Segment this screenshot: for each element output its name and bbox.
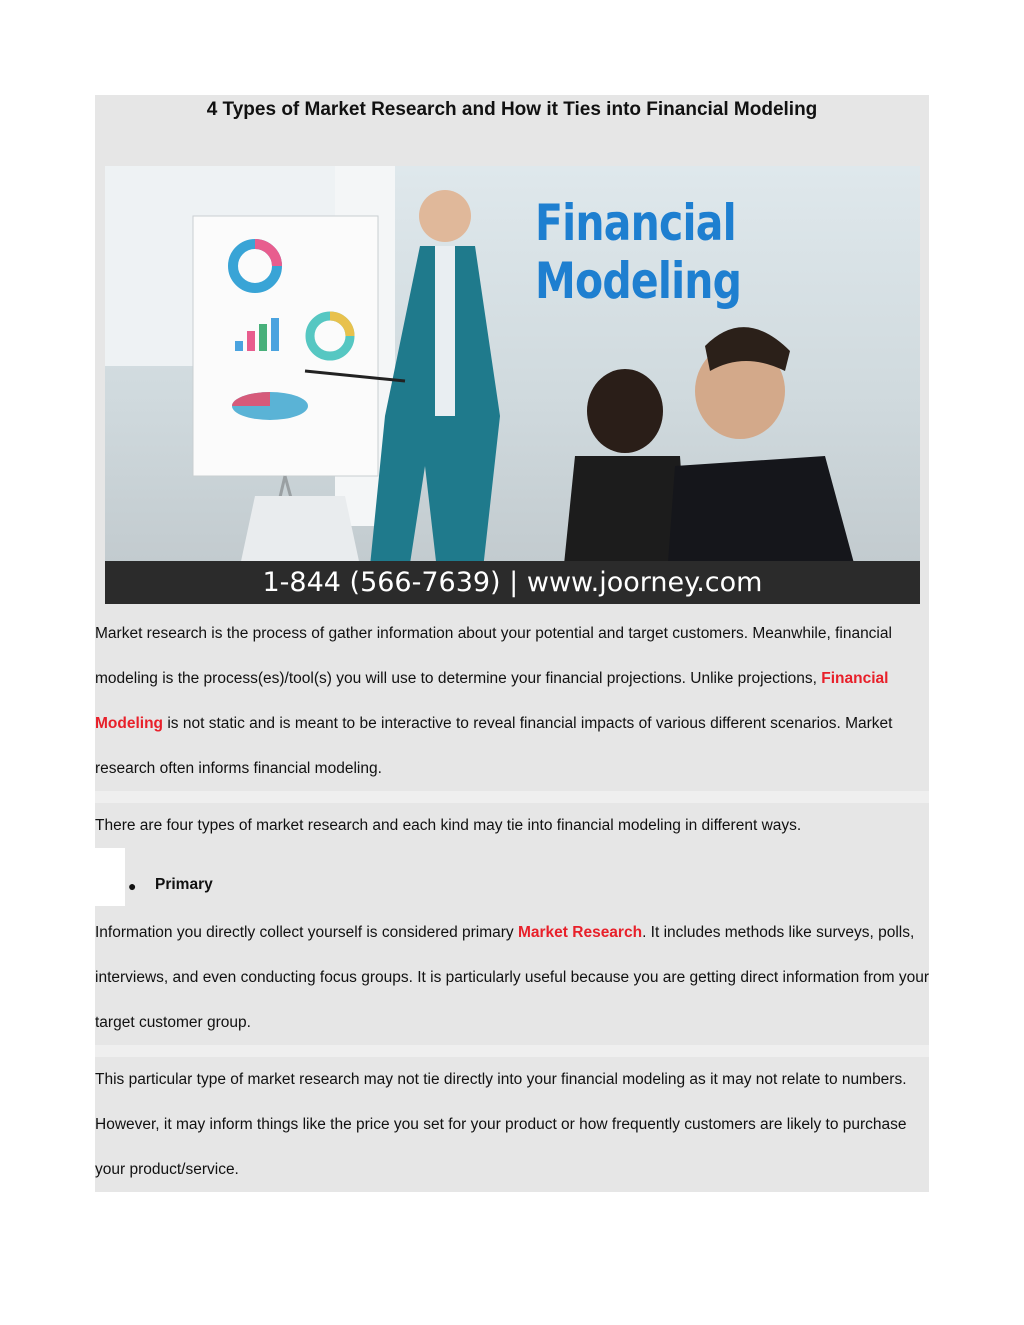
primary-tie-paragraph: This particular type of market research may not tie directly into your financial modeling as it may not relate to numbers. However, it may inform things like the price you set for your product or how frequently customers are likely to purchase your product/service. bbox=[95, 1057, 929, 1192]
bullet-label: Primary bbox=[155, 876, 213, 893]
page-title: 4 Types of Market Research and How it Ties into Financial Modeling bbox=[95, 95, 929, 124]
hero-heading: Financial Modeling bbox=[535, 194, 742, 310]
intro-paragraph bbox=[95, 611, 929, 791]
hero-image bbox=[105, 166, 920, 604]
document-page bbox=[95, 95, 929, 1192]
bullet-primary bbox=[95, 848, 929, 906]
primary-paragraph bbox=[95, 906, 929, 1045]
paragraph-separator bbox=[95, 1045, 929, 1057]
bullet-dot-icon: ● bbox=[128, 878, 137, 894]
market-research-link[interactable]: Market Research bbox=[517, 924, 643, 941]
intro-text-1: Market research is the process of gather information about your potential and target customers. Meanwhile, financial modeling is the process(es)/tool(s) you will use to determine your financial projections. Unlike projections, bbox=[95, 625, 892, 687]
hero-section bbox=[95, 124, 929, 611]
primary-text-1: Information you directly collect yourself is considered primary bbox=[95, 924, 518, 941]
types-intro-paragraph: There are four types of market research and each kind may tie into financial modeling in different ways. bbox=[95, 803, 929, 848]
paragraph-separator bbox=[95, 791, 929, 803]
primary-text-2: . It includes methods like surveys, polls, interviews, and even conducting focus groups. It is particularly useful because you are getting direct information from your target customer group. bbox=[95, 924, 929, 1031]
financial-modeling-link[interactable]: Financial Modeling bbox=[95, 670, 889, 732]
hero-contact-banner: 1-844 (566-7639) | www.joorney.com bbox=[105, 561, 920, 604]
intro-text-2: is not static and is meant to be interactive to reveal financial impacts of various different scenarios. Market research often informs financial modeling. bbox=[95, 715, 893, 777]
